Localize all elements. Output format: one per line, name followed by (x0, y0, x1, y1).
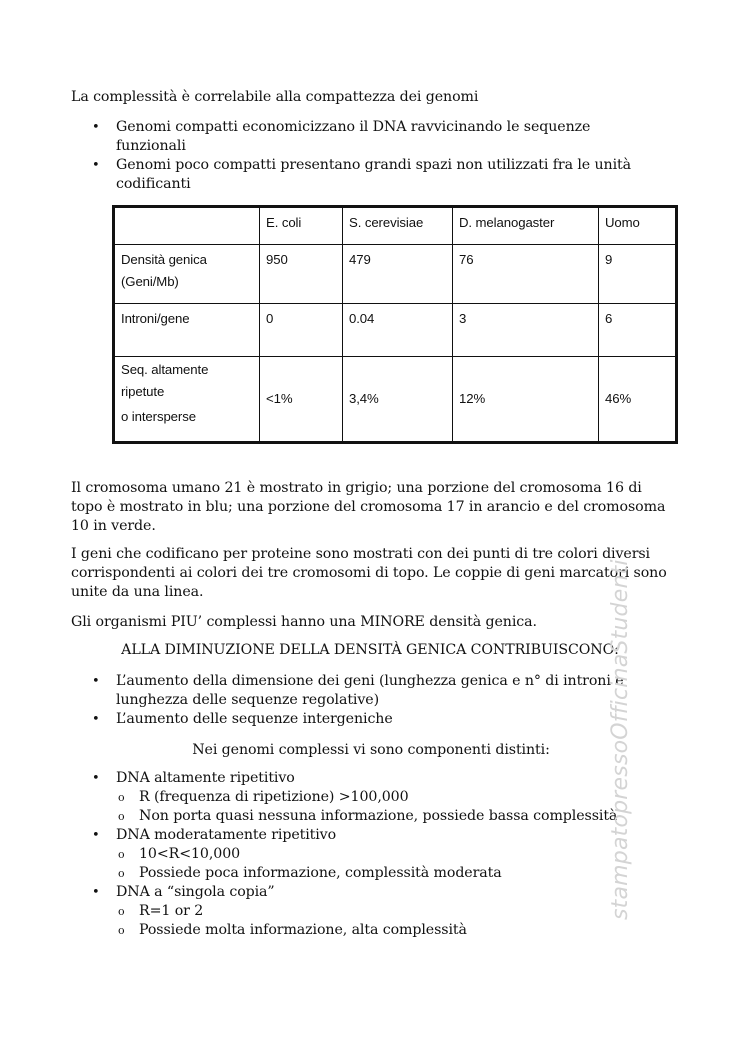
row-label-cell (114, 245, 260, 304)
sub-bullet-icon: o (118, 791, 125, 804)
list-item (71, 710, 671, 729)
sub-list-item (71, 902, 691, 921)
sub-list-item-text: Non porta quasi nessuna informazione, possiede bassa complessità (139, 808, 618, 824)
row-label-line: Introni/gene (121, 311, 190, 326)
table-cell: 0.04 (343, 304, 453, 357)
row-label-line: (Geni/Mb) (121, 274, 179, 289)
table-cell: 479 (343, 245, 453, 304)
complexity-statement: Gli organismi PIU’ complessi hanno una MINORE densità genica. (71, 614, 537, 630)
sub-list-item (71, 845, 691, 864)
table-cell: 3 (453, 304, 599, 357)
sub-list-item-text: Possiede poca informazione, complessità moderata (139, 865, 502, 881)
row-label-line: Seq. altamente (121, 362, 209, 377)
bullet-icon: • (92, 674, 100, 689)
table-cell: 12% (453, 357, 599, 443)
list-item-text: Genomi compatti economicizzano il DNA ravvicinando le sequenze funzionali (116, 119, 591, 154)
table-header-row (114, 207, 677, 245)
list-item (71, 118, 671, 156)
row-label-line: o intersperse (121, 409, 196, 424)
sub-list-item-text: R (frequenza di ripetizione) >100,000 (139, 789, 409, 805)
sub-list-item (71, 788, 691, 807)
list-item-text: DNA moderatamente ripetitivo (116, 827, 337, 843)
genes-paragraph: I geni che codificano per proteine sono mostrati con dei punti di tre colori diversi corrispondenti ai colori dei tre cromosomi di topo. Le coppie di geni marcatori sono unite da una linea. (71, 546, 667, 600)
intro-heading: La complessità è correlabile alla compattezza dei genomi (71, 89, 479, 105)
table-cell: 950 (260, 245, 343, 304)
bullet-icon: • (92, 158, 100, 173)
sub-bullet-icon: o (118, 810, 125, 823)
sub-list-item (71, 807, 691, 826)
table-cell: 6 (599, 304, 677, 357)
intro-bullet-list (71, 118, 671, 194)
row-label-cell (114, 304, 260, 357)
sub-list-item-text: R=1 or 2 (139, 903, 204, 919)
bullet-icon: • (92, 771, 100, 786)
list-item (71, 883, 691, 902)
list-item (71, 769, 691, 788)
table-row (114, 245, 677, 304)
table-header-cell: Uomo (599, 207, 677, 245)
chromosome-paragraph: Il cromosoma umano 21 è mostrato in grigio; una porzione del cromosoma 16 di topo è mostrato in blu; una porzione del cromosoma 17 in arancio e del cromosoma 10 in verde. (71, 480, 666, 534)
sub-bullet-icon: o (118, 924, 125, 937)
row-label-line: Densità genica (121, 252, 207, 267)
density-section-title: ALLA DIMINUZIONE DELLA DENSITÀ GENICA CONTRIBUISCONO: (121, 642, 619, 658)
list-item-text: L’aumento delle sequenze intergeniche (116, 711, 393, 727)
table-row (114, 357, 677, 443)
bullet-icon: • (92, 120, 100, 135)
genome-comparison-table (112, 205, 678, 444)
table-row (114, 304, 677, 357)
list-item-text: DNA altamente ripetitivo (116, 770, 295, 786)
list-item (71, 672, 671, 710)
bullet-icon: • (92, 712, 100, 727)
sub-list-item-text: Possiede molta informazione, alta complessità (139, 922, 467, 938)
density-bullet-list (71, 672, 671, 729)
watermark: stampatopressoOfficinaStudenti (608, 559, 633, 920)
table-cell: <1% (260, 357, 343, 443)
row-label-cell (114, 357, 260, 443)
table-cell: 76 (453, 245, 599, 304)
row-label-line: ripetute (121, 384, 165, 399)
sub-bullet-icon: o (118, 905, 125, 918)
table-header-cell: S. cerevisiae (343, 207, 453, 245)
sub-bullet-icon: o (118, 867, 125, 880)
table-header-cell (114, 207, 260, 245)
list-item-text: Genomi poco compatti presentano grandi spazi non utilizzati fra le unità codificanti (116, 157, 631, 192)
sub-list-item (71, 921, 691, 940)
list-item-text: L’aumento della dimensione dei geni (lunghezza genica e n° di introni e lunghezza delle sequenze regolative) (116, 673, 624, 708)
sub-bullet-icon: o (118, 848, 125, 861)
components-section-title: Nei genomi complessi vi sono componenti distinti: (192, 742, 550, 758)
components-list (71, 769, 691, 940)
bullet-icon: • (92, 828, 100, 843)
bullet-icon: • (92, 885, 100, 900)
sub-list-item-text: 10<R<10,000 (139, 846, 241, 862)
list-item (71, 156, 671, 194)
table-header-cell: E. coli (260, 207, 343, 245)
table-header-cell: D. melanogaster (453, 207, 599, 245)
table-cell: 46% (599, 357, 677, 443)
table-cell: 3,4% (343, 357, 453, 443)
list-item (71, 826, 691, 845)
list-item-text: DNA a “singola copia” (116, 884, 275, 900)
sub-list-item (71, 864, 691, 883)
table-cell: 9 (599, 245, 677, 304)
table-cell: 0 (260, 304, 343, 357)
